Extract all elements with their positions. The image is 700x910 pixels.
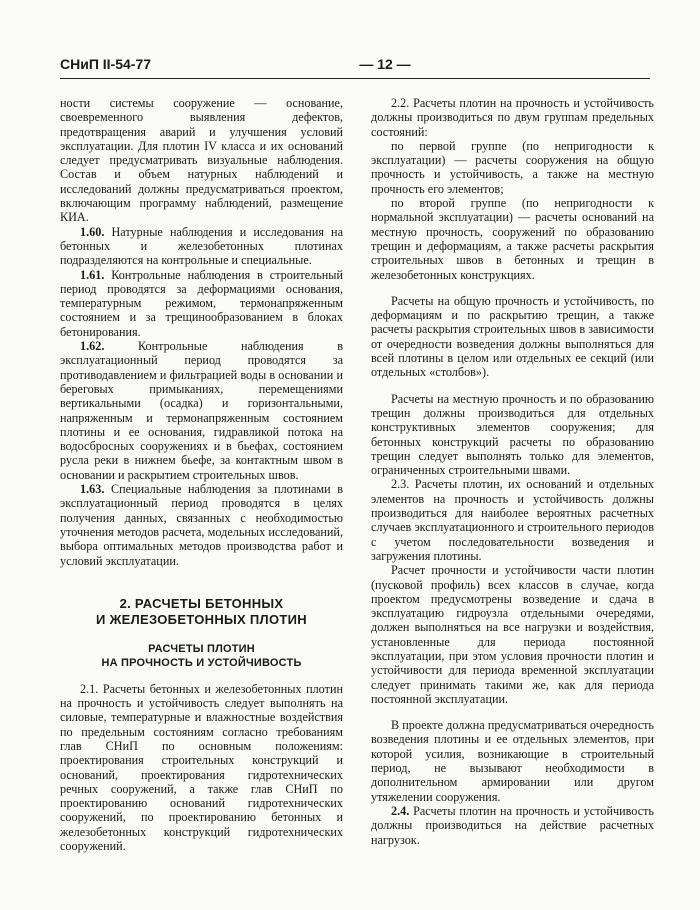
paragraph-number: 2.2. <box>391 96 410 110</box>
subsection-title-line-1: РАСЧЕТЫ ПЛОТИН <box>148 642 255 655</box>
paragraph-2-2-local-calc: Расчеты на местную прочность и по образованию трещин должны производиться для отдельных конструктивных элементов сооружения; для бетонных конструкций расчеты по образованию трещин следует выполнять только для элементов, ограниченных строительными швами. <box>371 391 654 478</box>
paragraph-text: Контрольные наблюдения в эксплуатационный период проводятся за противодавлением и фильтрацией воды в основании и береговых примыканиях, перемещениями вертикальными (осадка) и горизонтальными, напряженным и термонапряженным состоянием плотины и ее основания, гидравликой потока на водосбросных сооружениях и в бьефах, состоянием русла реки в нижнем бьефе, за контактным швом в основании и раскрытием строительных швов. <box>60 339 343 482</box>
paragraph-2-2-second-group: по второй группе (по непригодности к нормальной эксплуатации) — расчеты оснований на местную прочность, сооружений по образованию трещин и деформациям, а также расчеты раскрытия строительных швов в бетонных и трещин в железобетонных конструкциях. <box>371 196 654 282</box>
paragraph-continuation: ности системы сооружение — основание, своевременного выявления дефектов, предотвращения аварий и улучшения условий эксплуатации. Для плотин IV класса и их оснований следует предусматривать визуальные наблюдения. Состав и объем натурных наблюдений и исследований должны предусматриваться проектом, включающим программу наблюдений, размещение КИА. <box>60 96 343 225</box>
page-number: — 12 — <box>359 56 411 72</box>
paragraph-2-4 <box>371 804 654 847</box>
paragraph-2-3-construction-order: В проекте должна предусматриваться очередность возведения плотины и ее отдельных элементов, при которой усилия, возникающие в строительный период, не вызывают необходимости в дополнительном армировании или другом утяжелении сооружения. <box>371 718 654 804</box>
paragraph-2-3 <box>371 477 654 563</box>
paragraph-2-1 <box>60 682 343 854</box>
paragraph-number: 2.4. <box>391 803 410 818</box>
paragraph-text: Специальные наблюдения за плотинами в эксплуатационный период проводятся в целях получения данных, связанных с необходимостью уточнения методов расчета, модельных исследований, выбора оптимальных методов производства работ и условий эксплуатации. <box>60 482 343 568</box>
page-header <box>60 56 650 80</box>
paragraph-2-2-general-calc: Расчеты на общую прочность и устойчивость, по деформациям и по раскрытию трещин, а также расчеты раскрытия строительных швов в зависимости от очередности возведения должны выполняться для всей плотины в целом или отдельных ее секций (или отдельных «столбов»). <box>371 293 654 380</box>
paragraph-2-2-first-group: по первой группе (по непригодности к эксплуатации) — расчеты сооружения на общую прочность и устойчивость, а также на местную прочность его элементов; <box>371 138 654 196</box>
paragraph-number: 1.61. <box>80 267 105 282</box>
paragraph-number: 1.60. <box>80 224 105 239</box>
paragraph-number: 1.62. <box>80 339 105 354</box>
paragraph-text: Натурные наблюдения и исследования на бетонных и железобетонных плотинах подразделяются на контрольные и специальные. <box>60 224 343 268</box>
header-rule <box>60 78 650 79</box>
paragraph-number: 2.3. <box>391 477 410 492</box>
paragraph-1-61 <box>60 268 343 339</box>
paragraph-2-3-startup-profile: Расчет прочности и устойчивости части плотин (пусковой профиль) всех классов в случае, когда проектом предусмотрены возведение и сдача в эксплуатацию гидроузла отдельными очередями, должен выполняться на все нагрузки и воздействия, установленные для периода постоянной эксплуатации, при этом условия прочности плотин и устойчивости для периода временной эксплуатации следует принимать такими же, как для периода постоянной эксплуатации. <box>371 563 654 706</box>
section-title-line-1: 2. РАСЧЕТЫ БЕТОННЫХ <box>119 595 284 611</box>
paragraph-1-62 <box>60 339 343 482</box>
section-title <box>60 596 343 628</box>
paragraph-text: Расчеты плотин на прочность и устойчивость должны производиться на действие расчетных нагрузок. <box>371 803 654 847</box>
paragraph-number: 1.63. <box>80 482 105 497</box>
left-column <box>60 96 343 853</box>
paragraph-text: Контрольные наблюдения в строительный период проводятся за деформациями основания, температурным режимом, термонапряженным состоянием и за трещинообразованием в блоках бетонирования. <box>60 267 343 339</box>
document-code: СНиП II-54-77 <box>60 56 152 72</box>
paragraph-text: Расчеты бетонных и железобетонных плотин на прочность и устойчивость следует выполнять на силовые, температурные и влажностные воздействия по предельным состояниям согласно требованиям глав СНиП по основным положениям: проектирования строительных конструкций и оснований, проектирования гидротехнических речных сооружений, а также глав СНиП по проектированию оснований гидротехнических сооружений, по проектированию бетонных и железобетонных конструкций гидротехнических сооружений. <box>60 681 343 854</box>
paragraph-text: Расчеты плотин, их оснований и отдельных элементов на прочность и устойчивость должны производиться для наиболее вероятных расчетных случаев эксплуатационного и строительного периодов с учетом последовательности возведения и загружения плотины. <box>371 477 654 563</box>
subsection-title-line-2: НА ПРОЧНОСТЬ И УСТОЙЧИВОСТЬ <box>101 656 302 669</box>
paragraph-2-2 <box>371 96 654 139</box>
paragraph-text: Расчеты плотин на прочность и устойчивость должны производиться по двум группам предельных состояний: <box>371 96 654 139</box>
paragraph-1-63 <box>60 482 343 568</box>
paragraph-number: 2.1. <box>80 681 99 696</box>
section-title-line-2: И ЖЕЛЕЗОБЕТОННЫХ ПЛОТИН <box>96 611 307 627</box>
paragraph-1-60 <box>60 225 343 268</box>
right-column <box>371 96 654 847</box>
subsection-title <box>60 642 343 670</box>
